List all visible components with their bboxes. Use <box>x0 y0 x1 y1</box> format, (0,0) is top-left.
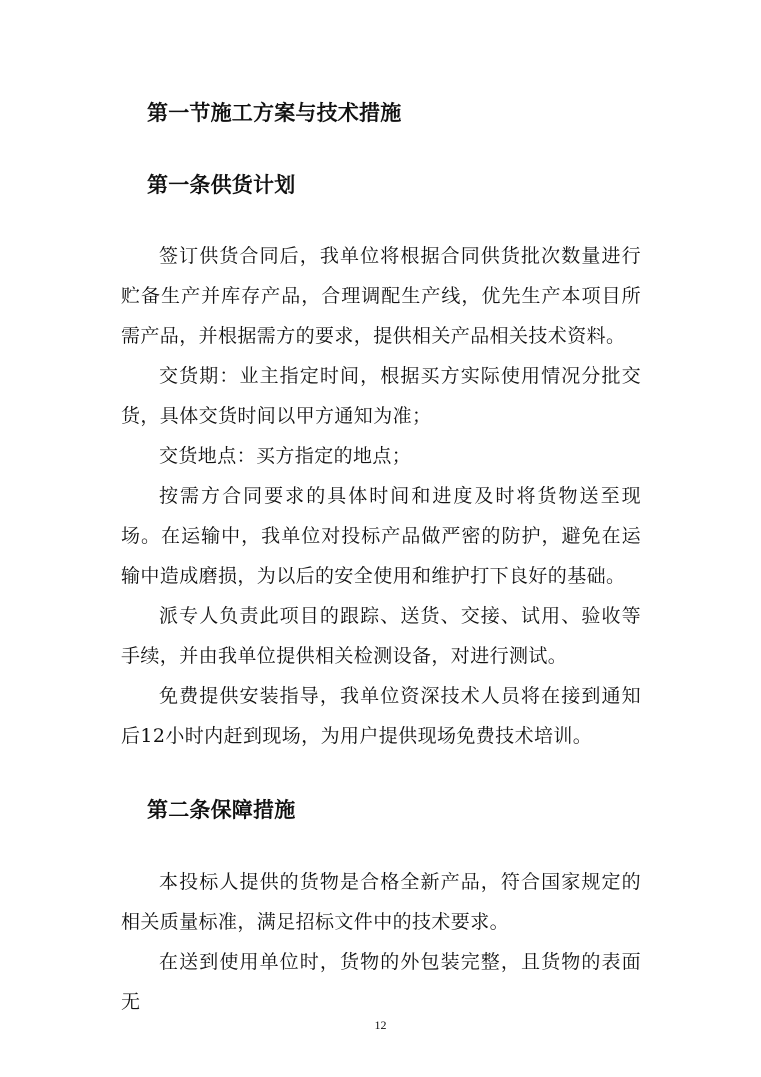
article-2-title: 第二条保障措施 <box>147 798 296 822</box>
article-1-paragraph-6: 免费提供安装指导，我单位资深技术人员将在接到通知后12小时内赶到现场，为用户提供现场免费技术培训。 <box>121 685 641 747</box>
article-1-title: 第一条供货计划 <box>147 173 296 197</box>
article-1-paragraph-3: 交货地点：买方指定的地点； <box>159 445 412 467</box>
article-2-paragraph-1: 本投标人提供的货物是合格全新产品，符合国家规定的相关质量标准，满足招标文件中的技术要求。 <box>121 871 641 933</box>
article-1-paragraph-4: 按需方合同要求的具体时间和进度及时将货物送至现场。在运输中，我单位对投标产品做严密的防护，避免在运输中造成磨损，为以后的安全使用和维护打下良好的基础。 <box>121 485 641 587</box>
article-2-paragraph-2: 在送到使用单位时，货物的外包装完整，且货物的表面无 <box>121 951 641 1013</box>
section-title: 第一节施工方案与技术措施 <box>147 101 402 125</box>
article-1-paragraph-1: 签订供货合同后，我单位将根据合同供货批次数量进行贮备生产并库存产品，合理调配生产线，优先生产本项目所需产品，并根据需方的要求，提供相关产品相关技术资料。 <box>121 245 641 347</box>
article-1-paragraph-5: 派专人负责此项目的跟踪、送货、交接、试用、验收等手续，并由我单位提供相关检测设备，对进行测试。 <box>121 605 641 667</box>
article-1-paragraph-2: 交货期：业主指定时间，根据买方实际使用情况分批交货，具体交货时间以甲方通知为准； <box>121 365 641 427</box>
page-number: 12 <box>374 1018 387 1032</box>
